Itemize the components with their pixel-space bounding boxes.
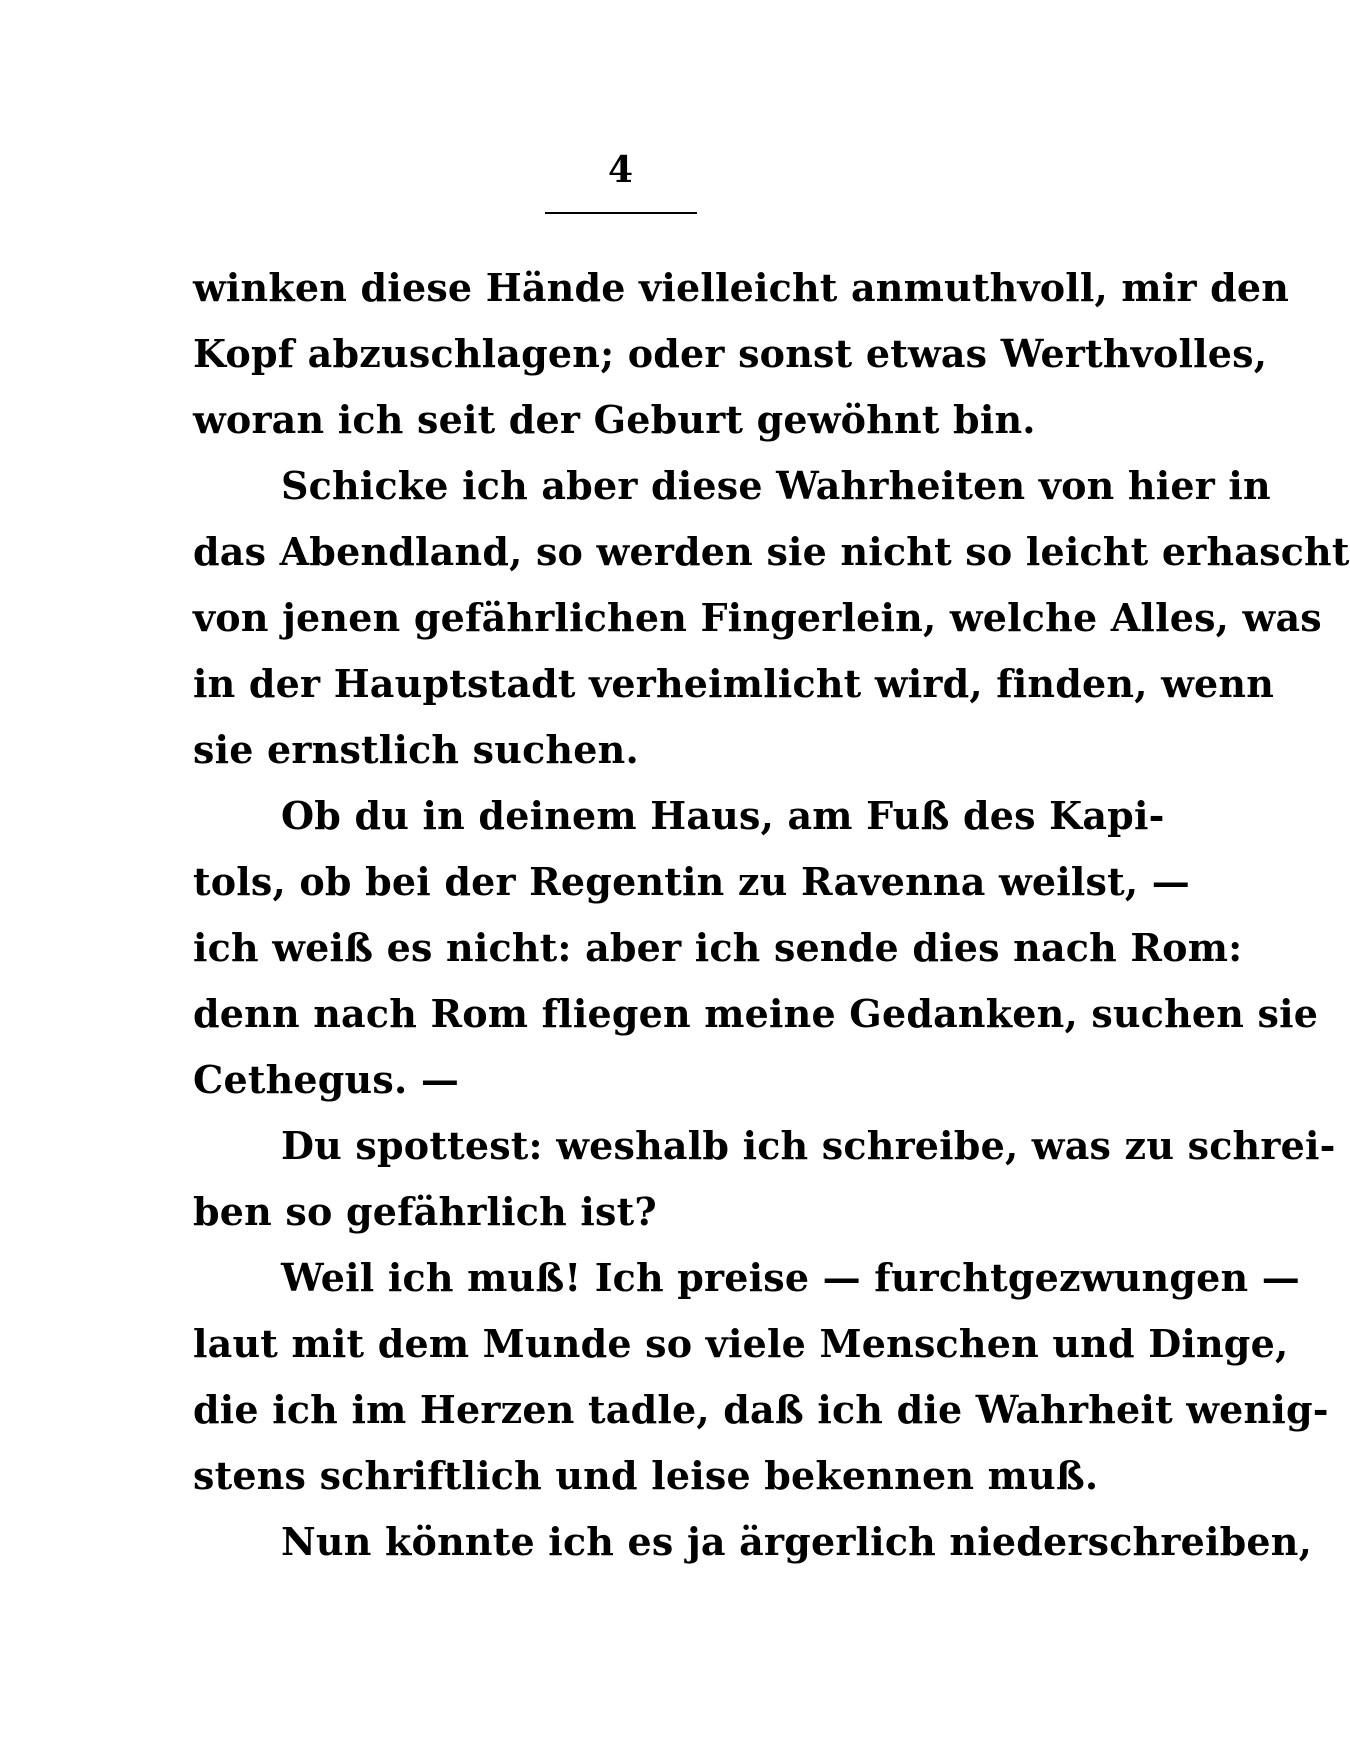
text-line: tols, ob bei der Regentin zu Ravenna weilst, — [193,859,1190,904]
text-line: sie ernstlich suchen. [193,727,639,772]
text-line: denn nach Rom fliegen meine Gedanken, suchen sie [193,991,1319,1036]
text-line: Kopf abzuschlagen; oder sonst etwas Werthvolles, [193,331,1268,376]
text-line: woran ich seit der Geburt gewöhnt bin. [193,397,1036,442]
text-line: die ich im Herzen tadle, daß ich die Wahrheit wenig- [193,1387,1329,1432]
text-line: von jenen gefährlichen Fingerlein, welche Alles, was [193,595,1322,640]
text-line: Ob du in deinem Haus, am Fuß des Kapi- [281,793,1165,838]
text-line: in der Hauptstadt verheimlicht wird, finden, wenn [193,661,1275,706]
text-line: Nun könnte ich es ja ärgerlich niederschreiben, [281,1519,1313,1564]
text-line: Weil ich muß! Ich preise — furchtgezwungen — [281,1255,1300,1300]
text-line: das Abendland, so werden sie nicht so leicht erhascht [193,529,1350,574]
text-line: stens schriftlich und leise bekennen muß. [193,1453,1099,1498]
text-line: winken diese Hände vielleicht anmuthvoll, mir den [193,265,1290,310]
page-number: 4 [607,149,634,191]
text-line: Cethegus. — [193,1057,460,1102]
header-rule [545,212,697,214]
body-text [193,255,1350,1575]
text-line: ich weiß es nicht: aber ich sende dies nach Rom: [193,925,1243,970]
text-line: laut mit dem Munde so viele Menschen und Dinge, [193,1321,1289,1366]
text-line: ben so gefährlich ist? [193,1189,657,1234]
text-line: Du spottest: weshalb ich schreibe, was zu schrei- [281,1123,1336,1168]
text-line: Schicke ich aber diese Wahrheiten von hier in [281,463,1271,508]
